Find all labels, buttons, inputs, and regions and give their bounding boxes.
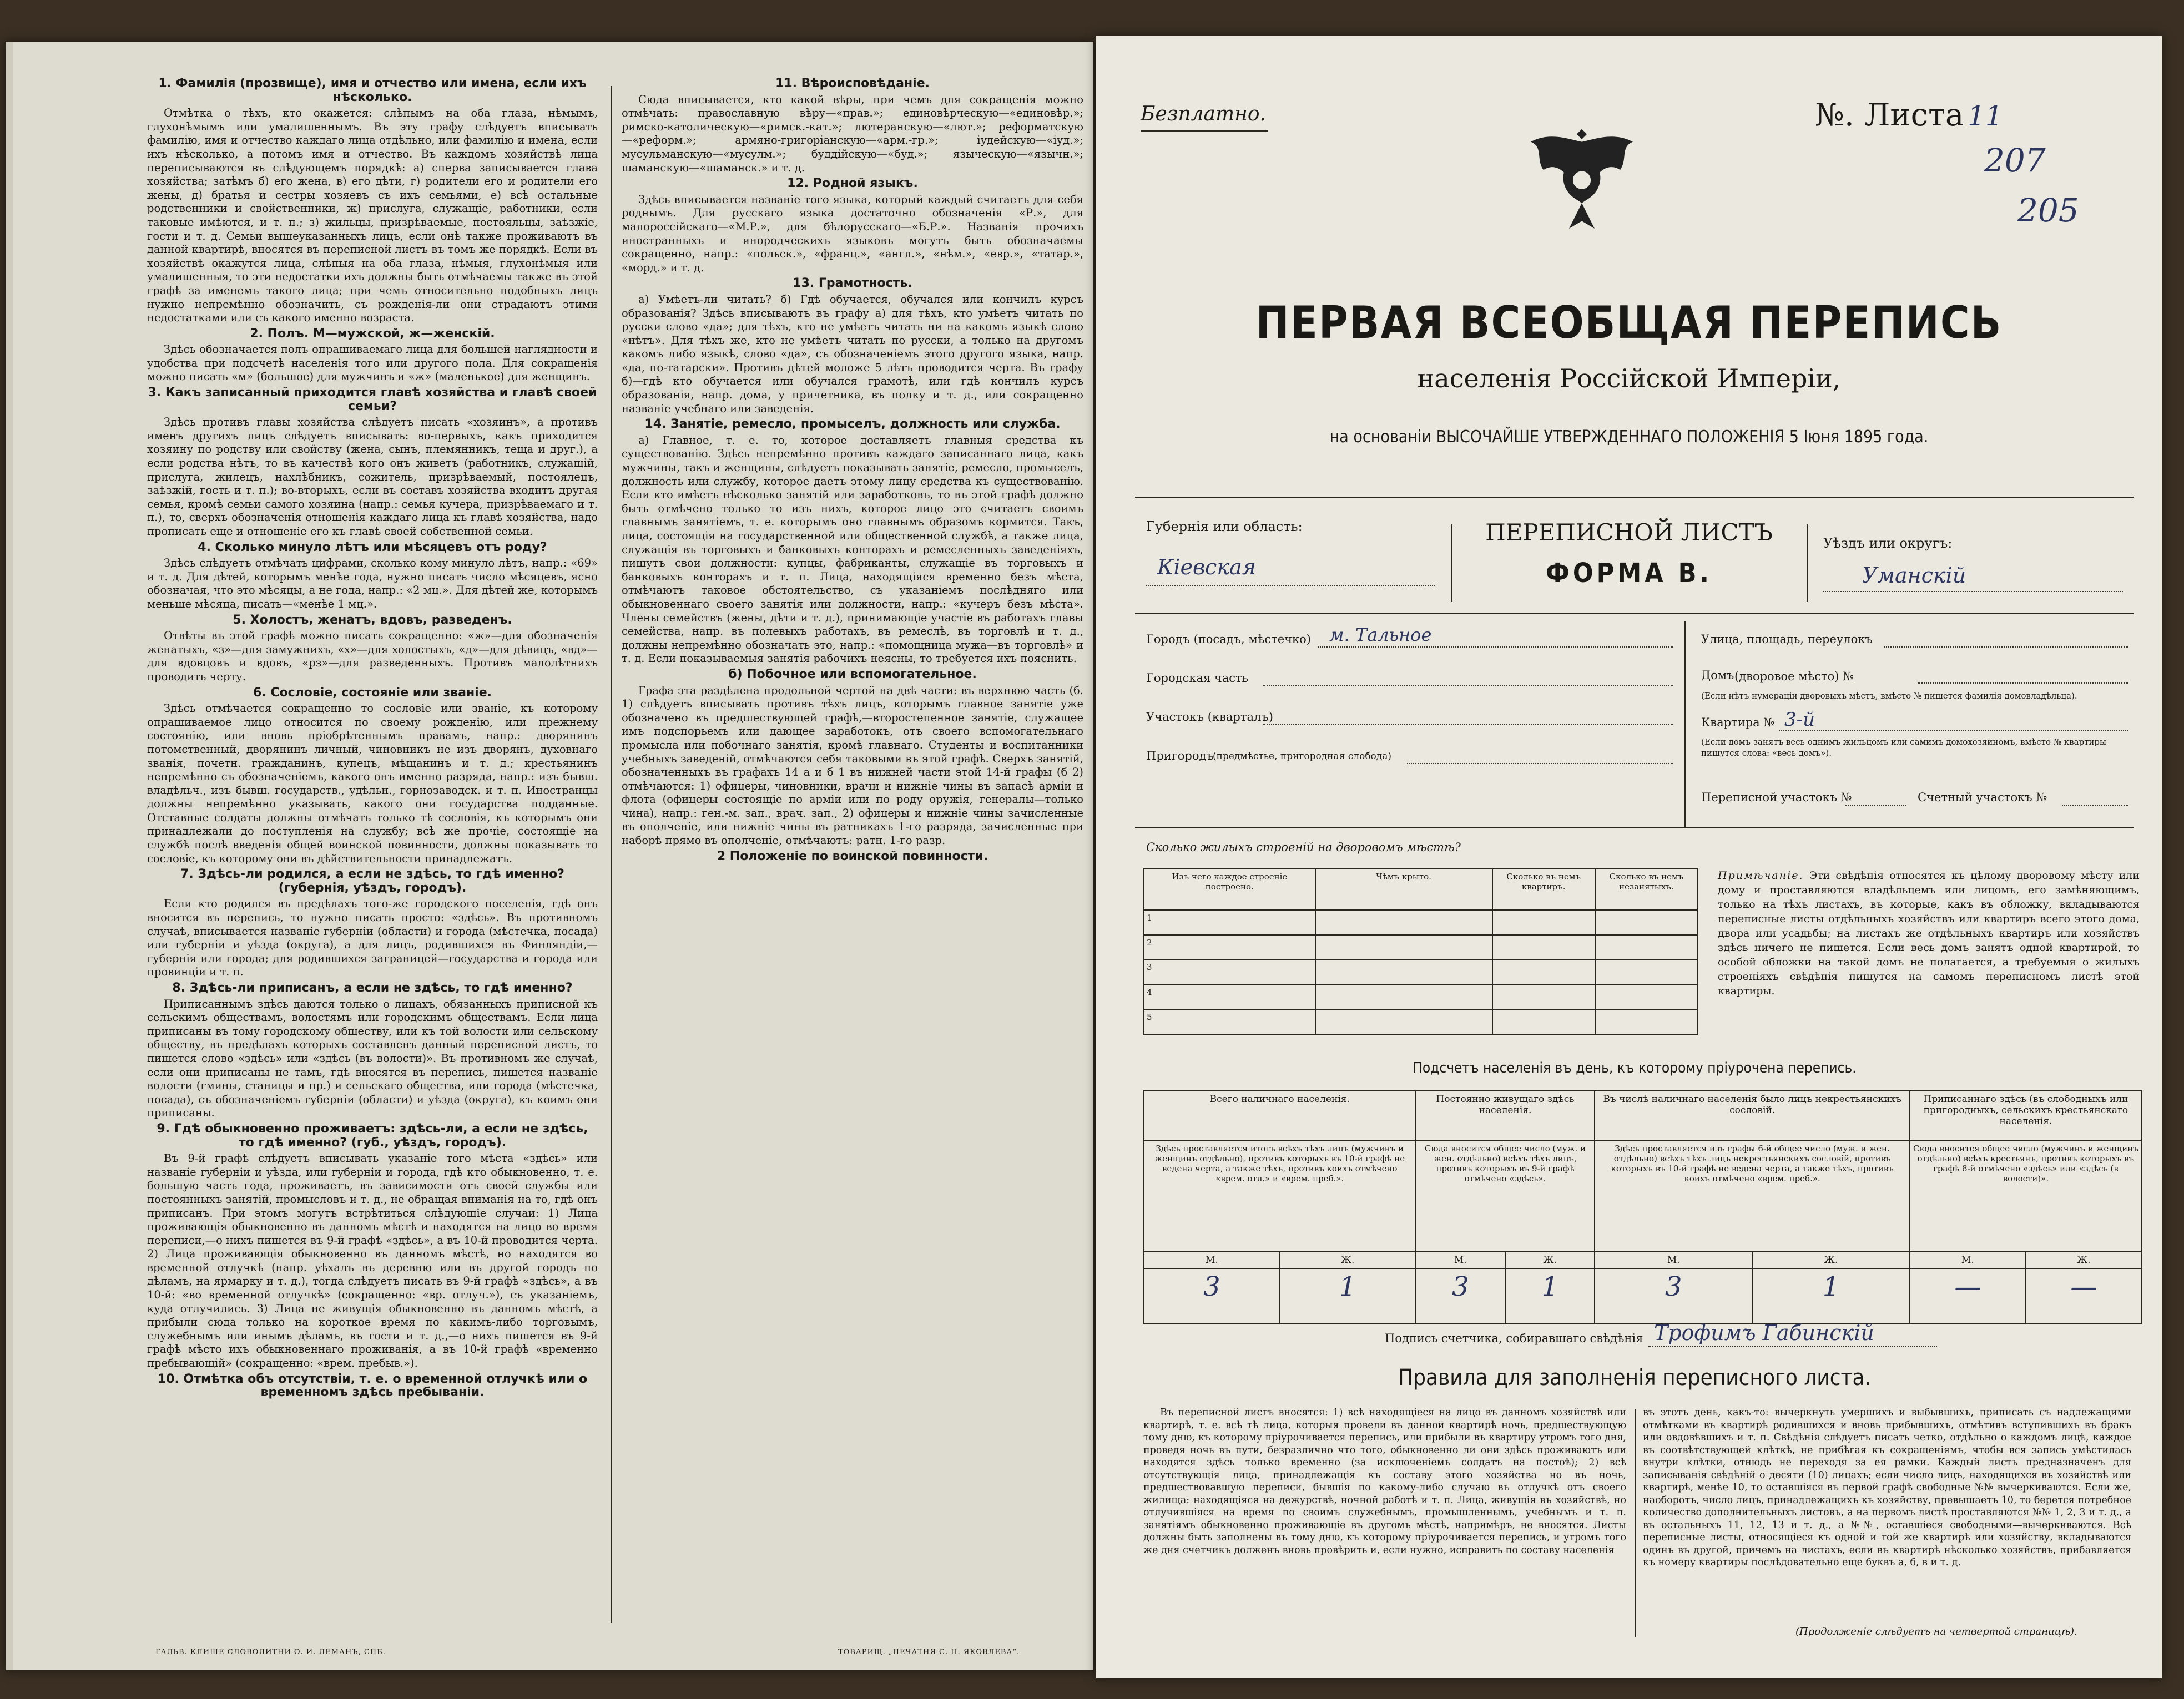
- buildings-note: [1718, 868, 2140, 998]
- census-basis: на основаніи ВЫСОЧАЙШЕ УТВЕРЖДЕННАГО ПОЛОЖЕНІЯ 5 Іюня 1895 года.: [1329, 427, 1929, 447]
- district-line: [1823, 591, 2123, 592]
- note-text: Эти свѣдѣнія относятся къ цѣлому дворовому мѣсту или дому и проставляются владѣльцемъ или лицомъ, его замѣняющимъ, только на тѣхъ листахъ, въ которые, какъ въ обложку, вкладываются переписные листы отдѣльныхъ хозяйствъ или квартиръ всего этого дома, двора или усадьбы; на листахъ же отдѣльныхъ квартиръ или хозяйствъ здѣсь ничего не пишется. Если весь домъ занятъ одной квартирой, то особой обложки на такой домъ не полагается, а требуемыя о жилыхъ строеніяхъ свѣдѣнія пишутся на самомъ переписномъ листѣ этой квартиры.: [1718, 869, 2140, 997]
- divider: [1451, 524, 1452, 602]
- sheet-number-value: 11: [1968, 100, 2003, 132]
- count-value: 1: [1752, 1268, 1910, 1324]
- apartment-label: Квартира №: [1701, 716, 1775, 729]
- right-page: [1096, 36, 2162, 1678]
- instruction-text: а) Главное, т. е. то, которое доставляетъ главныя средства къ существованію. Здѣсь непремѣнно противъ каждаго записаннаго лица, какъ мужчины, такъ и женщины, слѣдуетъ показывать занятіе, ремесло, промыселъ, должность или службу, которое даетъ этому лицу средства къ существованію. Если кто имѣетъ нѣсколько занятій или заработковъ, то въ этой графѣ должно быть отмѣчено только то изъ нихъ, которое лицо это считаетъ своимъ главнымъ занятіемъ, т. е. которымъ оно главнымъ образомъ кормится. Такъ, лица, состоящія на государственной или общественной службѣ, а также лица, служащія въ торговыхъ и банковыхъ конторахъ и ремесленныхъ заведеніяхъ, пишутъ свои должности: купцы, фабриканты, служащіе въ торговыхъ и банковыхъ конторахъ и т. п. Лица, находящіяся временно безъ мѣста, отмѣчаютъ таковое обстоятельство, съ указаніемъ послѣдняго или обыкновеннаго своего занятія или должности, напр.: «кучеръ безъ мѣста». Члены семействъ (жены, дѣти и т. д.), принимающіе участіе въ работахъ главы семейства, напр. въ полевыхъ работахъ, въ ремеслѣ, въ торговлѣ и т. д., должны непремѣнно обозначать это, напр.: «помощница мужа—въ торговлѣ» и т. д. Если показываемыя занятія рабочихъ неясны, то требуется ихъ пояснить.: [622, 433, 1083, 665]
- row-number: 3: [1144, 959, 1315, 984]
- suburb-line: [1407, 763, 1673, 764]
- census-section-line: [1845, 805, 1906, 806]
- instruction-text: Здѣсь вписывается названіе того языка, который каждый считаетъ для себя роднымъ. Для русскаго языка достаточно обозначенія «Р.», для малороссійскаго—«М.Р.», для бѣлорусскаго—«Б.Р.». Названія прочихъ иностранныхъ и инородческихъ языковъ могутъ быть обозначаемы сокращенно, напр.: «польск.», «франц.», «англ.», «нѣм.», «евр.», «татар.», «морд.» и т. д.: [622, 193, 1083, 274]
- divider: [1807, 524, 1808, 602]
- count-col-present: Всего наличнаго населенія.: [1144, 1091, 1416, 1141]
- suburb-label: Пригородъ: [1146, 749, 1214, 762]
- rules-text-left: Въ переписной листъ вносятся: 1) всѣ находящіеся на лицо въ данномъ хозяйствѣ или квартирѣ, т. е. всѣ тѣ лица, которыя провели въ данной квартирѣ ночь, предшествующую тому дню, къ которому пріурочивается перепись, или прибыли въ квартиру утромъ того дня, проведя ночь въ пути, безразлично что того, обыкновенно ли они здѣсь проживаютъ или находятся здѣсь только временно (за исключеніемъ солдатъ на постоѣ); 2) всѣ отсутствующія лица, принадлежащія къ составу этого хозяйства но въ ночь, предшествовавшую переписи, бывшія по какому-либо случаю въ отлучкѣ отъ своего жилища: находящіяся на дежурствѣ, ночной работѣ и т. п. Лица, живущія въ хозяйствѣ, но отлучившіяся на время по своимъ служебнымъ, промышленнымъ, учебнымъ и т. п. занятіямъ обыкновенно проживающіе въ другомъ мѣстѣ, напримѣръ, не вносятся. Листы должны быть заполнены въ тому дню, къ которому пріурочивается перепись, и утромъ того же дня счетчикъ долженъ вновь провѣрить и, если нужно, исправить по составу населенія: [1143, 1407, 1626, 1556]
- count-section-line: [2062, 805, 2128, 806]
- count-value: —: [2026, 1268, 2142, 1324]
- double-eagle-emblem: [1518, 114, 1646, 241]
- bld-col-vacant: Сколько въ немъ незанятыхъ.: [1595, 869, 1698, 910]
- header-bottom-rule: [1135, 613, 2134, 614]
- divider: [1635, 1409, 1636, 1637]
- column-divider: [611, 86, 612, 1623]
- street-label: Улица, площадь, переулокъ: [1701, 633, 1873, 646]
- instruction-heading: 7. Здѣсь-ли родился, а если не здѣсь, то гдѣ именно? (губернія, уѣздъ, городъ).: [180, 867, 564, 895]
- form-title: ПЕРЕПИСНОЙ ЛИСТЪ: [1485, 519, 1773, 546]
- city-part-line: [1263, 685, 1673, 686]
- count-value: 1: [1505, 1268, 1595, 1324]
- signature-value: Трофимъ Габинскій: [1654, 1321, 1874, 1345]
- apartment-line: [1779, 730, 2128, 731]
- instruction-heading: 3. Какъ записанный приходится главѣ хозяйства и главѣ своей семьи?: [148, 386, 597, 413]
- table-row: [1144, 959, 1698, 984]
- printer-imprint-left: ГАЛЬВ. КЛИШЕ СЛОВОЛИТНИ О. И. ЛЕМАНЪ, СПБ.: [155, 1648, 386, 1656]
- table-row: [1144, 910, 1698, 935]
- instructions-column-2: [622, 75, 1083, 1623]
- instruction-heading: 8. Здѣсь-ли приписанъ, а если не здѣсь, то гдѣ именно?: [172, 981, 573, 995]
- rules-continuation: (Продолженіе слѣдуетъ на четвертой страницѣ).: [1795, 1626, 2077, 1637]
- rules-title: Правила для заполненія переписного листа.: [1398, 1365, 1871, 1390]
- instruction-heading: 12. Родной языкъ.: [787, 176, 918, 191]
- count-col-registered: Приписаннаго здѣсь (въ слободныхъ или пригородныхъ, сельскихъ крестьянскаго населенія.: [1910, 1091, 2142, 1141]
- census-title: ПЕРВАЯ ВСЕОБЩАЯ ПЕРЕПИСЬ: [1255, 297, 2003, 348]
- signature-line: [1648, 1346, 1937, 1347]
- bld-col-roof: Чѣмъ крыто.: [1315, 869, 1492, 910]
- buildings-table: [1143, 868, 1698, 1035]
- page-edge: [6, 42, 13, 1670]
- district-label: Уѣздъ или округъ:: [1823, 535, 1953, 551]
- population-count-table: [1143, 1090, 2142, 1324]
- instruction-heading: 4. Сколько минуло лѣтъ или мѣсяцевъ отъ роду?: [198, 540, 547, 554]
- province-line: [1146, 585, 1435, 586]
- sub-m: М.: [1416, 1252, 1505, 1268]
- city-label: Городъ (посадъ, мѣстечко): [1146, 633, 1312, 646]
- instruction-text: Отмѣтка о тѣхъ, кто окажется: слѣпымъ на оба глаза, нѣмымъ, глухонѣмымъ или умалишеннымъ. Въ эту графу слѣдуетъ вписывать фамилію, имя и отчество каждаго лица отдѣльно, или фамилію и имена, если ихъ нѣсколько, а потомъ имя и отчество. Въ каждомъ хозяйствѣ лица переписываются въ слѣдующемъ порядкѣ: а) сперва записывается глава хозяйства; затѣмъ б) его жена, в) его дѣти, г) родители его и родители его жены, д) братья и сестры хозяевъ съ ихъ семьями, е) всѣ остальные родственники и свойственники, ж) прислуга, служащіе, работники, если таковые имѣются, и т. п.; з) жильцы, призрѣваемые, постояльцы, заѣзжіе, гости и т. д. Семьи вышеуказанныхъ лицъ, если онѣ также проживаютъ въ данной квартирѣ, вносятся въ переписной листъ въ томъ же порядкѣ. Если въ хозяйствѣ окажутся лица, слѣпыя на оба глаза, нѣмыя, глухонѣмыя или умалишенныя, то эти недостатки ихъ должны быть отмѣчаемы также въ этой графѣ за именемъ такого лица; при чемъ относительно подобныхъ лицъ нужно непремѣнно обозначить, съ рожденія-ли они страдаютъ этими недостатками или съ какого именно возраста.: [147, 107, 598, 325]
- instruction-heading: 9. Гдѣ обыкновенно проживаетъ: здѣсь-ли, а если не здѣсь, то гдѣ именно? (губ., уѣздъ, городъ).: [157, 1121, 588, 1150]
- house-label: Домъ: [1701, 669, 1734, 682]
- apartment-value: 3-й: [1784, 709, 1815, 731]
- count-value: 3: [1144, 1268, 1280, 1324]
- divider: [1684, 621, 1686, 827]
- sub-m: М.: [1144, 1252, 1280, 1268]
- population-count-title: Подсчетъ населенія въ день, къ которому пріурочена перепись.: [1413, 1060, 1857, 1076]
- sub-f: Ж.: [1752, 1252, 1910, 1268]
- instruction-text: Сюда вписывается, кто какой вѣры, при чемъ для сокращенія можно отмѣчать: православную вѣру—«прав.»; единовѣрческую—«единовѣр.»; римско-католическую—«римск.-кат.»; лютеранскую—«лют.»; реформатскую—«реформ.»; армяно-григоріанскую—«арм.-гр.»; іудейскую—«іуд.»; мусульманскую—«мусулм.»; буддійскую—«буд.»; языческую—«язычн.»; шаманскую—«шаманск.» и т. д.: [622, 93, 1083, 174]
- instruction-heading: 1. Фамилія (прозвище), имя и отчество или имена, если ихъ нѣсколько.: [158, 77, 587, 104]
- count-value: 3: [1416, 1268, 1505, 1324]
- province-label: Губернія или область:: [1146, 519, 1303, 534]
- census-subtitle: населенія Россійской Имперіи,: [1417, 363, 1841, 393]
- count-col-non-peasant: Въ числѣ наличнаго населенія было лицъ некрестьянскихъ сословій.: [1595, 1091, 1909, 1141]
- count-note-registered: Сюда вносится общее число (мужчинъ и женщинъ отдѣльно) всѣхъ крестьянъ, противъ которыхъ въ графѣ 8-й отмѣчено «здѣсь» или «здѣсь (в волости)».: [1910, 1141, 2142, 1252]
- row-number: 5: [1144, 1009, 1315, 1034]
- instruction-text: Отвѣты въ этой графѣ можно писать сокращенно: «ж»—для обозначенія женатыхъ, «з»—для замужнихъ, «х»—для холостыхъ, «д»—для дѣвицъ, «вд»—для вдовцовъ и вдовъ, «рз»—для разведенныхъ. Противъ малолѣтнихъ проводить черту.: [147, 629, 598, 683]
- instruction-heading: б) Побочное или вспомогательное.: [728, 667, 977, 681]
- signature-label: Подпись счетчика, собиравшаго свѣдѣнія: [1385, 1332, 1643, 1345]
- count-value: —: [1910, 1268, 2026, 1324]
- house-line: [1918, 682, 2128, 684]
- quarter-label: Участокъ (кварталъ): [1146, 710, 1273, 724]
- city-line: [1318, 646, 1673, 648]
- house-note: (дворовое мѣсто) №: [1734, 670, 1854, 683]
- count-note-non-peasant: Здѣсь проставляется изъ графы 6-й общее число (муж. и жен. отдѣльно) всѣхъ тѣхъ лицъ некрестьянскихъ сословій, противъ которыхъ въ 10-й графѣ не ведена черта, а также тѣхъ, противъ коихъ отмѣчено «врем. преб.».: [1595, 1141, 1909, 1252]
- instruction-heading: 5. Холостъ, женатъ, вдовъ, разведенъ.: [233, 613, 512, 627]
- free-label: Безплатно.: [1141, 103, 1266, 125]
- instruction-text: Приписаннымъ здѣсь даются только о лицахъ, обязанныхъ приписной къ сельскимъ обществамъ, волостямъ или городскимъ обществамъ. Если лица приписаны въ тому городскому обществу, или къ той волости или сельскому обществу, въ предѣлахъ которыхъ составленъ данный переписной листъ, то пишется слово «здѣсь» или «здѣсь (въ волости)». Въ противномъ же случаѣ, если они приписаны не тамъ, гдѣ вносятся въ перепись, пишется названіе волости (гмины, станицы и пр.) и сельскаго общества, или города (мѣстечка, посада), съ обозначеніемъ губерніи (области) и уѣзда (округа), къ коимъ они приписаны.: [147, 997, 598, 1120]
- census-section-label: Переписной участокъ №: [1701, 791, 1852, 804]
- street-line: [1884, 646, 2128, 648]
- row-number: 2: [1144, 935, 1315, 960]
- suburb-note: (предмѣстье, пригородная слобода): [1213, 751, 1392, 762]
- row-number: 1: [1144, 910, 1315, 935]
- archive-number-2: 205: [2017, 191, 2079, 229]
- divider: [1135, 827, 2134, 828]
- city-part-label: Городская часть: [1146, 671, 1249, 685]
- apartment-instruction: (Если домъ занятъ весь однимъ жильцомъ или самимъ домохозяиномъ, вмѣсто № квартиры пишутся слова: «весь домъ»).: [1701, 737, 2106, 758]
- instruction-heading: 14. Занятіе, ремесло, промыселъ, должность или служба.: [644, 417, 1061, 432]
- count-note-present: Здѣсь проставляется итогъ всѣхъ тѣхъ лицъ (мужчинъ и женщинъ отдѣльно), противъ которыхъ въ 10-й графѣ не ведена черта, а также тѣхъ, противъ коихъ отмѣчено «врем. отл.» и «врем. преб.».: [1144, 1141, 1416, 1252]
- row-number: 4: [1144, 984, 1315, 1009]
- count-value: 3: [1595, 1268, 1752, 1324]
- bld-col-apartments: Сколько въ немъ квартиръ.: [1492, 869, 1595, 910]
- note-label: Примѣчаніе.: [1718, 869, 1804, 882]
- sheet-number-label: №. Листа: [1815, 97, 1964, 133]
- count-section-label: Счетный участокъ №: [1918, 791, 2047, 804]
- archive-number-1: 207: [1984, 141, 2046, 179]
- house-instruction: (Если нѣтъ нумераціи дворовыхъ мѣстъ, вмѣсто № пишется фамилія домовладѣльца).: [1701, 691, 2077, 701]
- instruction-heading: 10. Отмѣтка объ отсутствіи, т. е. о временной отлучкѣ или о временномъ здѣсь пребываніи.: [157, 1372, 588, 1400]
- header-top-rule: [1135, 497, 2134, 498]
- instruction-text: а) Умѣетъ-ли читать? б) Гдѣ обучается, обучался или кончилъ курсъ образованія? Здѣсь вписываютъ въ графу а) для тѣхъ, кто умѣетъ читать по русски слово «да»; для тѣхъ, кто не умѣетъ читать ни на какомъ языкѣ слово «нѣтъ». Для тѣхъ же, кто не умѣетъ читать по русски, а только на другомъ какомъ либо языкѣ, слово «да», съ обозначеніемъ этого другого языка, напр. «да, по-татарски». Противъ дѣтей моложе 5 лѣтъ проводится черта. Въ графу б)—гдѣ кто обучается или обучался грамотѣ, или гдѣ кончилъ курсъ образованія, напр. дома, у причетника, въ полку и т. д., или сокращенно названіе учебнаго или заведенія.: [622, 292, 1083, 415]
- sub-f: Ж.: [1280, 1252, 1416, 1268]
- table-row: [1144, 1009, 1698, 1034]
- quarter-line: [1263, 724, 1673, 725]
- sub-f: Ж.: [1505, 1252, 1595, 1268]
- buildings-question: Сколько жилыхъ строеній на дворовомъ мѣстѣ?: [1146, 841, 1461, 854]
- province-value: Кіевская: [1157, 555, 1256, 579]
- count-note-permanent: Сюда вносится общее число (муж. и жен. отдѣльно) всѣхъ тѣхъ лицъ, противъ которыхъ въ 9-й графѣ отмѣчено «здѣсь».: [1416, 1141, 1595, 1252]
- table-row: [1144, 984, 1698, 1009]
- instruction-text: Здѣсь обозначается полъ опрашиваемаго лица для большей наглядности и удобства при подсчетѣ населенія того или другого пола. Для сокращенія можно писать «м» (большое) для мужчинъ и «ж» (маленькое) для женщинъ.: [147, 343, 598, 383]
- instruction-text: Графа эта раздѣлена продольной чертой на двѣ части: въ верхнюю часть (б. 1) слѣдуетъ вписывать противъ тѣхъ лицъ, которымъ главное занятіе уже обозначено въ предшествующей графѣ,—второстепенное занятіе, служащее имъ подспорьемъ или дающее заработокъ, отъ своего вспомогательнаго промысла или побочнаго занятія, кромѣ главнаго. Студенты и воспитанники учебныхъ заведеній, отмѣчаются себя таковыми въ этой графѣ. Сверхъ занятій, обозначенныхъ въ графахъ 14 а и б 1 въ нижней части этой 14-й графы (б 2) отмѣчаются: 1) офицеры, чиновники, врачи и нижніе чины въ запасѣ арміи и флота (офицеры состоящіе по арміи или по роду оружія, генералы—только чина), напр.: ген.-м. зап., врач. зап., 2) офицеры и нижніе чины зачисленные въ ополченіе, или нижніе чины въ ратникахъ 1-го разряда, зачисленные при наборѣ прямо въ ополченіе, отмѣчаютъ: ратн. 1-го разр.: [622, 684, 1083, 847]
- instruction-text: Въ 9-й графѣ слѣдуетъ вписывать указаніе того мѣста «здѣсь» или названіе губерніи и уѣзда, или губерніи и города, гдѣ кто обыкновенно, т. е. большую часть года, проживаетъ, въ зависимости отъ своей службы или постоянныхъ занятій, промысловъ и т. д., не обращая вниманія на то, гдѣ онъ приписанъ. При этомъ могутъ встрѣтиться слѣдующіе случаи: 1) Лица проживающія обыкновенно въ данномъ мѣстѣ и находятся на лицо во время переписи,—о нихъ пишется въ 9-й графѣ «здѣсь», а въ 10-й проводится черта. 2) Лица проживающія обыкновенно въ данномъ мѣстѣ, но находятся во временной отлучкѣ (напр. уѣхалъ въ деревню или въ другой городъ по дѣламъ, на ярмарку и т. д.), тогда слѣдуетъ писать въ 9-й графѣ «здѣсь», а въ 10-й: «во временной отлучкѣ» (сокращенно: «вр. отлуч.»), съ указаніемъ, куда отлучились. 3) Лица не живущія обыкновенно въ данномъ мѣстѣ, а прибыли сюда только на короткое время по какимъ-либо торговымъ, служебнымъ или инымъ дѣламъ, въ гости и т. д.,—о нихъ пишется въ 9-й графѣ мѣсто ихъ обыкновеннаго проживанія, а въ 10-й графѣ «временно пребывающій» (сокращенно: «врем. пребыв.»).: [147, 1152, 598, 1370]
- city-value: м. Тальное: [1329, 624, 1432, 645]
- count-value: 1: [1280, 1268, 1416, 1324]
- sub-m: М.: [1910, 1252, 2026, 1268]
- form-letter: ФОРМА В.: [1546, 558, 1712, 589]
- left-page: [6, 42, 1093, 1670]
- instruction-heading: 2. Полъ. М—мужской, ж—женскій.: [250, 326, 495, 341]
- printer-imprint-right: ТОВАРИЩ. „ПЕЧАТНЯ С. П. ЯКОВЛЕВА“.: [838, 1648, 1020, 1656]
- instruction-heading: 11. Вѣроисповѣданіе.: [775, 77, 930, 90]
- divider: [1141, 130, 1268, 132]
- sub-f: Ж.: [2026, 1252, 2142, 1268]
- instruction-text: Если кто родился въ предѣлахъ того-же городского поселенія, гдѣ онъ вносится въ перепись, то нужно писать просто: «здѣсь». Въ противномъ случаѣ, вписывается названіе губерніи (области) и города (мѣстечка, посада) или губерніи и уѣзда (округа), а для лицъ, родившихся въ Финляндіи,—губернія или города; для родившихся заграницей—государства и города или провинціи и т. п.: [147, 897, 598, 979]
- instruction-heading: 2 Положеніе по воинской повинности.: [717, 849, 988, 863]
- rules-text-right: въ этотъ день, какъ-то: вычеркнуть умершихъ и выбывшихъ, приписать съ надлежащими отмѣтками въ квартирѣ родившихся и вновь прибывшихъ, отмѣтивъ вступившихъ въ бракъ или овдовѣвшихъ и т. п. Свѣдѣнія слѣдуетъ писать четко, отдѣльно о каждомъ лицѣ, каждое въ соотвѣтствующей клѣткѣ, не прибѣгая къ сокращеніямъ, чтобы вся запись умѣстилась внутри клѣтки, отнюдь не переходя за ея рамки. Каждый листъ предназначенъ для записыванія свѣдѣній о десяти (10) лицахъ; если число лицъ, находящихся въ хозяйствѣ или квартирѣ, менѣе 10, то оставшіяся въ первой графѣ свободные №№ вычеркиваются. Если же, наоборотъ, число лицъ, принадлежащихъ къ хозяйству, превышаетъ 10, то берется потребное количество дополнительныхъ листовъ, а на первомъ листѣ проставляются №№ 1, 2, 3 и т. д., а въ остальныхъ 11, 12, 13 и т. д., а №№, оставшіеся свободными—вычеркиваются. Всѣ переписные листы, относящіеся къ одной и той же квартирѣ или хозяйству, вкладываются одинъ въ другой, причемъ на листахъ, если въ квартирѣ нѣсколько хозяйствъ, прибавляется къ номеру квартиры послѣдовательно еще буквъ а, б, в и т. д.: [1643, 1407, 2131, 1568]
- instruction-heading: 6. Сословіе, состояніе или званіе.: [253, 685, 492, 700]
- bld-col-material: Изъ чего каждое строеніе построено.: [1144, 869, 1315, 910]
- instructions-column-1: [147, 75, 598, 1623]
- count-col-permanent: Постоянно живущаго здѣсь населенія.: [1416, 1091, 1595, 1141]
- instruction-text: Здѣсь отмѣчается сокращенно то сословіе или званіе, къ которому опрашиваемое лицо относится по своему рожденію, или прежнему состоянію, или вновь пріобрѣтеннымъ правамъ, напр.: дворянинъ потомственный, дворянинъ личный, чиновникъ не изъ дворянъ, духовнаго званія, почетн. гражданинъ, купецъ, мѣщанинъ и т. д.; крестьянинъ непремѣнно съ обозначеніемъ, какого онъ именно разряда, напр.: изъ бывш. владѣльч., изъ бывш. государств., удѣльн., горнозаводск. и т. п. Иностранцы должны непремѣнно указывать, какого они государства подданные. Отставные солдаты должны отмѣчать только тѣ сословія, къ которымъ они принадлежали до поступленія на службу; всѣ же прочіе, состоящіе на службѣ послѣ введенія общей воинской повинности, должны показывать то сословіе, къ которому они въ дѣйствительности принадлежатъ.: [147, 702, 598, 865]
- district-value: Уманскій: [1862, 563, 1966, 588]
- instruction-text: Здѣсь противъ главы хозяйства слѣдуетъ писать «хозяинъ», а противъ именъ другихъ лицъ слѣдуетъ вписывать: во-первыхъ, какъ приходится хозяину по родству или свойству (жена, сынъ, племянникъ, теща и друг.), а если родства нѣтъ, то въ качествѣ кого онъ живетъ (работникъ, служащій, прислуга, жилецъ, нахлѣбникъ, сожитель, призрѣваемый, постоялецъ, заѣзжій, гость и т. п.); во-вторыхъ, если въ составъ хозяйства входитъ другая семья, кромѣ семьи самого хозяина (напр.: семья кучера, призрѣваемаго и т. п.), то, сверхъ обозначенія отношенія каждаго лица къ главѣ хозяйства, надо прописать еще и отношеніе его къ главѣ своей собственной семьи.: [147, 416, 598, 538]
- sub-m: М.: [1595, 1252, 1752, 1268]
- instruction-heading: 13. Грамотность.: [793, 276, 912, 291]
- table-row: [1144, 935, 1698, 960]
- instruction-text: Здѣсь слѣдуетъ отмѣчать цифрами, сколько кому минуло лѣтъ, напр.: «69» и т. д. Для дѣтей, которымъ менѣе года, нужно писать число мѣсяцевъ, ясно обозначая, что это мѣсяцы, а не года, напр.: «2 мц.». Для дѣтей же, которымъ меньше мѣсяца, писать—«менѣе 1 мц.».: [147, 557, 598, 610]
